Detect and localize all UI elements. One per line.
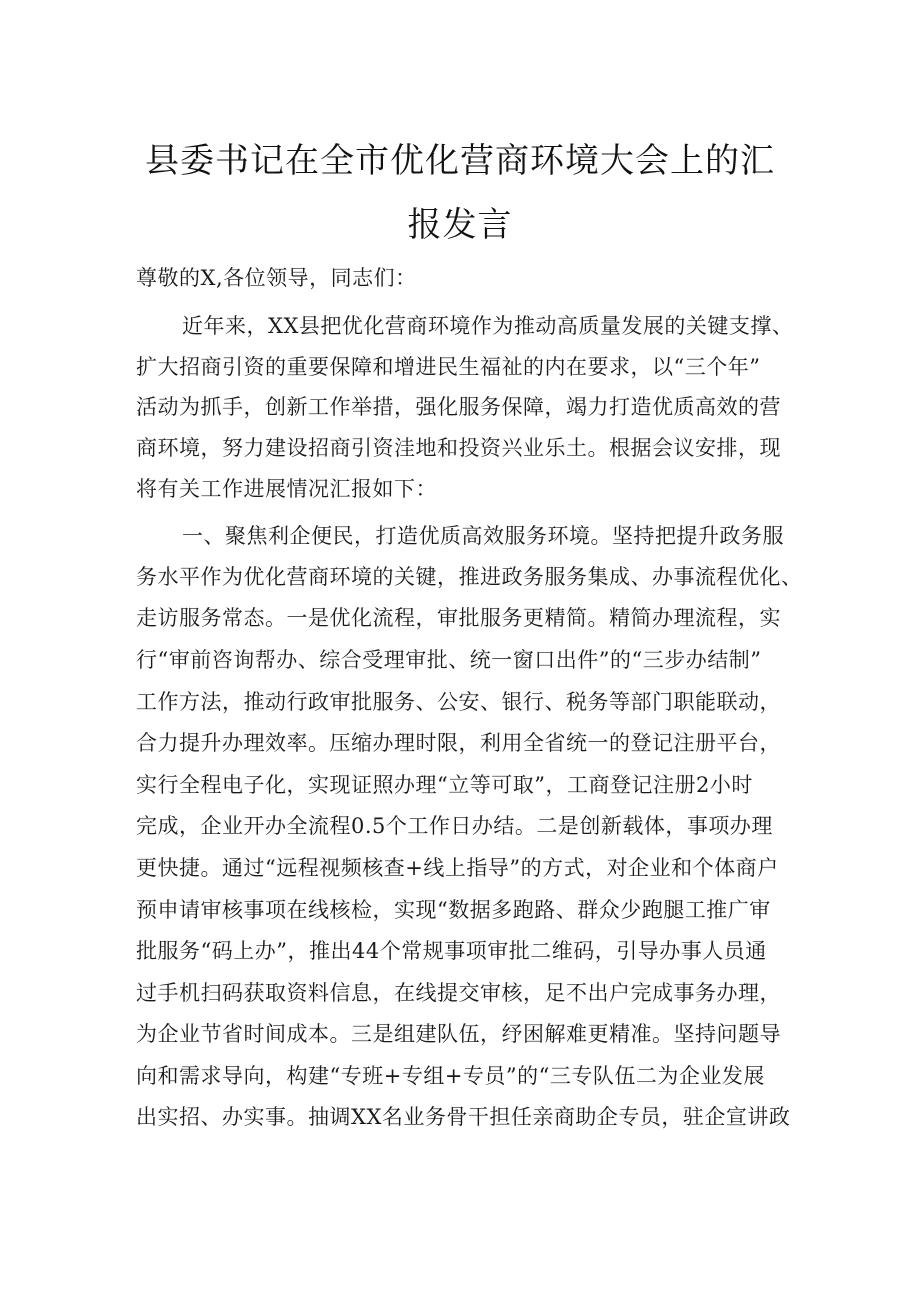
paragraph-line: 完成，企业开办全流程0.5个工作日办结。二是创新载体，事项办理 [136,814,773,838]
paragraph-line: 一、聚焦利企便民，打造优质高效服务环境。坚持把提升政务服 [182,524,784,548]
paragraph-line: 近年来，XX县把优化营商环境作为推动高质量发展的关键支撑、 [182,314,794,338]
paragraph-line: 活动为抓手，创新工作举措，强化服务保障，竭力打造优质高效的营 [136,395,781,419]
paragraph-line: 为企业节省时间成本。三是组建队伍，纾困解难更精准。坚持问题导 [136,1022,781,1046]
paragraph-line: 行“审前咨询帮办、综合受理审批、统一窗口出件”的“三步办结制” [136,648,762,672]
document-title-line-2: 报发言 [407,205,513,245]
document-title-line-1: 县委书记在全市优化营商环境大会上的汇 [145,141,775,181]
paragraph-line: 向和需求导向，构建“专班+专组+专员”的“三专队伍二为企业发展 [136,1064,765,1088]
paragraph-line: 出实招、办实事。抽调XX名业务骨干担任亲商助企专员，驻企宣讲政 [136,1105,791,1129]
paragraph-line: 合力提升办理效率。压缩办理时限，利用全省统一的登记注册平台， [136,731,781,755]
paragraph-line: 走访服务常态。一是优化流程，审批服务更精简。精简办理流程，实 [136,606,781,630]
paragraph-line: 扩大招商引资的重要保障和增进民生福祉的内在要求，以“三个年” [136,355,761,379]
paragraph-line: 务水平作为优化营商环境的关键，推进政务服务集成、办事流程优化、 [136,565,803,589]
paragraph-line: 商环境，努力建设招商引资洼地和投资兴业乐土。根据会议安排，现 [136,436,781,460]
paragraph-line: 更快捷。通过“远程视频核查+线上指导”的方式，对企业和个体商户 [136,856,779,880]
paragraph-line: 批服务“码上办”，推出44个常规事项审批二维码，引导办事人员通 [136,939,767,963]
paragraph-line: 将有关工作进展情况汇报如下： [136,477,437,501]
paragraph-line: 实行全程电子化，实现证照办理“立等可取”，工商登记注册2小时 [136,773,753,797]
salutation: 尊敬的X,各位领导，同志们： [136,266,417,290]
paragraph-line: 过手机扫码获取资料信息，在线提交审核，足不出户完成事务办理， [136,981,781,1005]
paragraph-line: 预申请审核事项在线核检，实现“数据多跑路、群众少跑腿工推广审 [136,898,771,922]
paragraph-line: 工作方法，推动行政审批服务、公安、银行、税务等部门职能联动， [136,690,781,714]
